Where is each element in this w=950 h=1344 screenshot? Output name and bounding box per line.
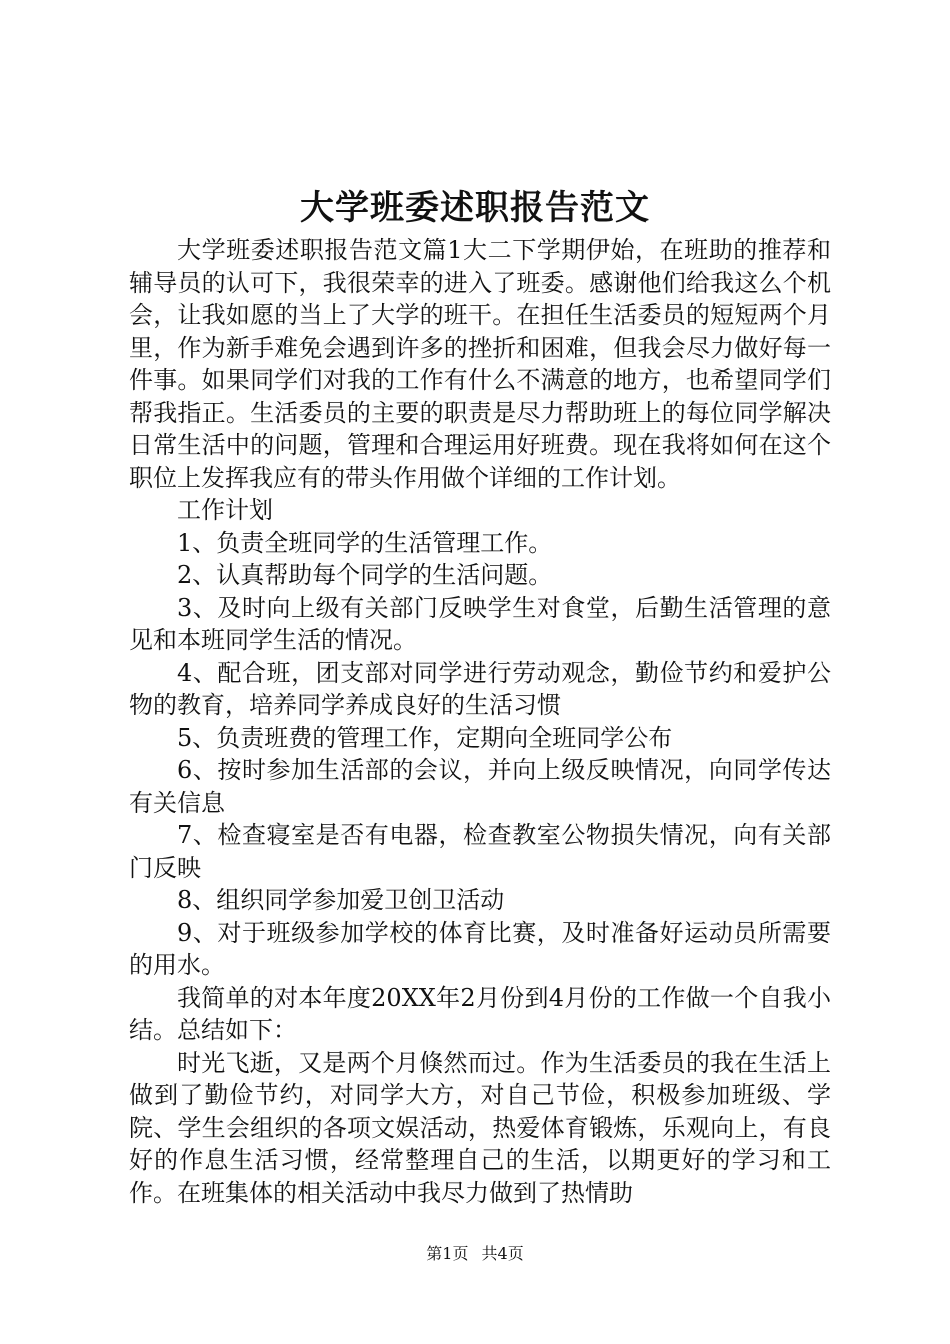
paragraph-summary-intro: 我简单的对本年度20XX年2月份到4月份的工作做一个自我小结。总结如下： [129, 983, 831, 1044]
page-number-total: 共4页 [481, 1244, 524, 1263]
paragraph-item-8: 8、组织同学参加爱卫创卫活动 [177, 886, 505, 914]
document-body [129, 234, 831, 1209]
paragraph-item-1: 1、负责全班同学的生活管理工作。 [177, 528, 553, 557]
paragraph-intro: 大学班委述职报告范文篇1大二下学期伊始，在班助的推荐和辅导员的认可下，我很荣幸的进入了班委。感谢他们给我这么个机会，让我如愿的当上了大学的班干。在担任生活委员的短短两个月里，作为新手难免会遇到许多的挫折和困难，但我会尽力做好每一件事。如果同学们对我的工作有什么不满意的地方，也希望同学们帮我指正。生活委员的主要的职责是尽力帮助班上的每位同学解决日常生活中的问题，管理和合理运用好班费。现在我将如何在这个职位上发挥我应有的带头作用做个详细的工作计划。 [129, 236, 831, 492]
paragraph-item-2: 2、认真帮助每个同学的生活问题。 [177, 561, 553, 589]
paragraph-item-5: 5、负责班费的管理工作，定期向全班同学公布 [177, 723, 673, 752]
paragraph-work-plan-heading: 工作计划 [177, 496, 273, 524]
paragraph-item-3: 3、及时向上级有关部门反映学生对食堂，后勤生活管理的意见和本班同学生活的情况。 [129, 593, 831, 654]
document-title: 大学班委述职报告范文 [300, 188, 650, 228]
paragraph-summary-body: 时光飞逝，又是两个月倏然而过。作为生活委员的我在生活上做到了勤俭节约，对同学大方，对自己节俭，积极参加班级、学院、学生会组织的各项文娱活动，热爱体育锻炼，乐观向上，有良好的作息生活习惯，经常整理自己的生活，以期更好的学习和工作。在班集体的相关活动中我尽力做到了热情助 [129, 1048, 831, 1207]
paragraph-item-4: 4、配合班，团支部对同学进行劳动观念，勤俭节约和爱护公物的教育，培养同学养成良好的生活习惯 [129, 658, 831, 719]
paragraph-item-9: 9、对于班级参加学校的体育比赛，及时准备好运动员所需要的用水。 [129, 918, 831, 979]
page-number-current: 第1页 [426, 1244, 469, 1263]
page-footer [0, 1242, 950, 1266]
paragraph-item-6: 6、按时参加生活部的会议，并向上级反映情况，向同学传达有关信息 [129, 756, 831, 817]
paragraph-item-7: 7、检查寝室是否有电器，检查教室公物损失情况，向有关部门反映 [129, 821, 831, 882]
